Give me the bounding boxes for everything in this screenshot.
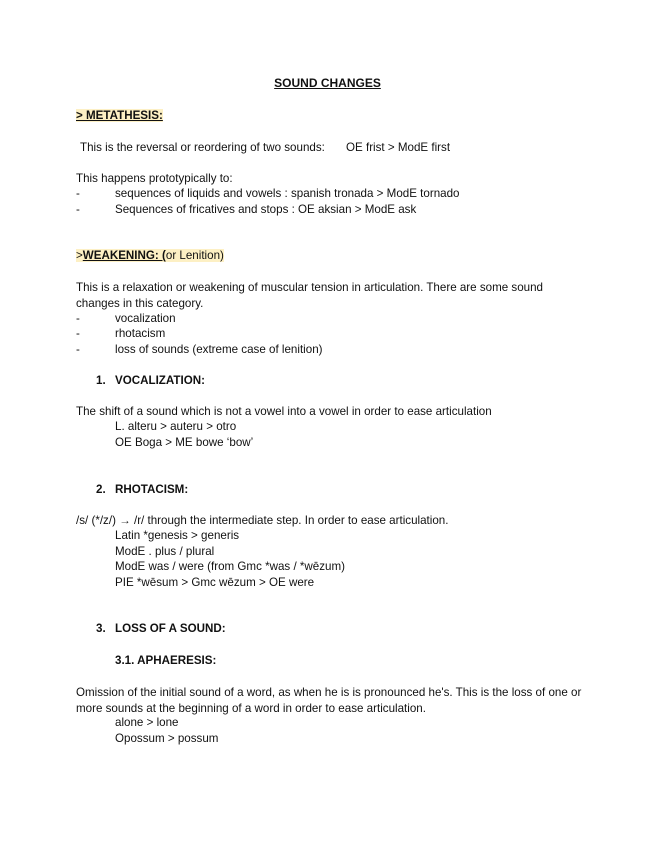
weakening-suffix: or Lenition) (165, 249, 224, 262)
bullet-dash: - (76, 312, 80, 325)
list-item: loss of sounds (extreme case of lenition) (115, 343, 323, 356)
example-line: L. alteru > auteru > otro (115, 420, 237, 433)
weakening-paragraph: This is a relaxation or weakening of muscular tension in articulation. There are some sound changes in this category. (76, 281, 543, 310)
list-item: sequences of liquids and vowels : spanish tronada > ModE tornado (115, 187, 460, 200)
loss-heading: LOSS OF A SOUND: (115, 622, 226, 635)
weakening-heading: WEAKENING: ( (82, 249, 166, 262)
metathesis-intro: This happens prototypically to: (76, 172, 233, 185)
bullet-dash: - (76, 203, 80, 216)
metathesis-heading: > METATHESIS: (76, 109, 163, 122)
metathesis-example: OE frist > ModE first (346, 141, 451, 154)
section-number: 3. (96, 622, 106, 635)
example-line: alone > lone (115, 716, 179, 729)
bullet-dash: - (76, 327, 80, 340)
bullet-dash: - (76, 343, 80, 356)
bullet-dash: - (76, 187, 80, 200)
vocalization-paragraph: The shift of a sound which is not a vowel into a vowel in order to ease articulation (76, 405, 492, 418)
aphaeresis-paragraph: Omission of the initial sound of a word, as when he is is pronounced he's. This is the loss of one or more sounds at the beginning of a word in order to ease articulation. (76, 686, 582, 715)
rhotacism-paragraph: /s/ (*/z/) → /r/ through the intermediate step. In order to ease articulation. (76, 514, 449, 527)
example-line: OE Boga > ME bowe ‘bow’ (115, 436, 254, 449)
list-item: Sequences of fricatives and stops : OE aksian > ModE ask (115, 203, 417, 216)
example-line: ModE . plus / plural (115, 545, 215, 558)
rhotacism-heading: RHOTACISM: (115, 483, 189, 496)
aphaeresis-heading: 3.1. APHAERESIS: (115, 654, 217, 667)
vocalization-heading: VOCALIZATION: (115, 374, 205, 387)
example-line: Latin *genesis > generis (115, 529, 240, 542)
weakening-prefix: > (76, 249, 83, 262)
list-item: rhotacism (115, 327, 166, 340)
weakening-heading-line (76, 249, 224, 262)
example-line: ModE was / were (from Gmc *was / *wēzum) (115, 560, 345, 573)
metathesis-definition: This is the reversal or reordering of two sounds: (80, 141, 325, 154)
list-item: vocalization (115, 312, 176, 325)
example-line: Opossum > possum (115, 732, 219, 745)
example-line: PIE *wēsum > Gmc wēzum > OE were (115, 576, 315, 589)
section-number: 1. (96, 374, 106, 387)
page-title: SOUND CHANGES (274, 76, 381, 90)
section-number: 2. (96, 483, 106, 496)
